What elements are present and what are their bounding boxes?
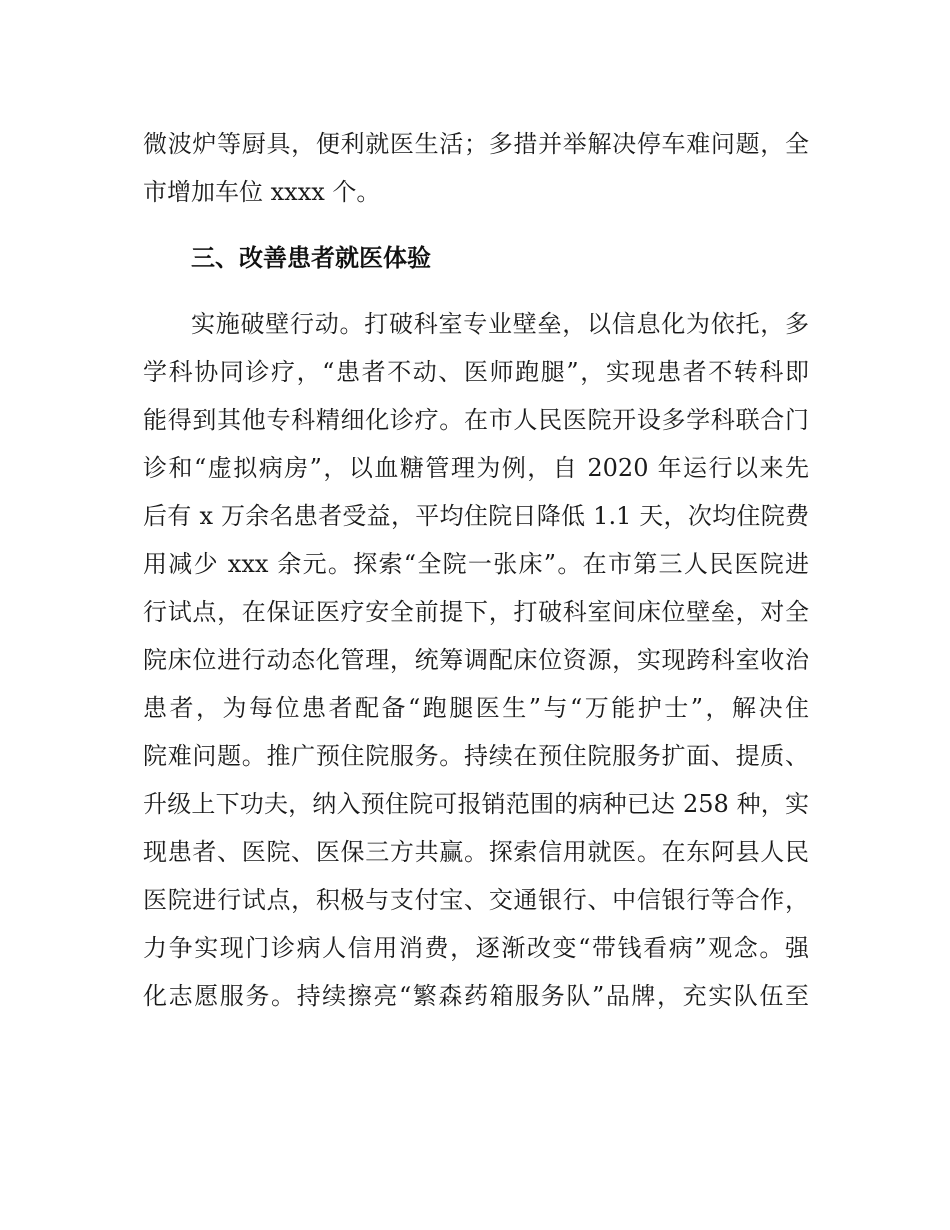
- paragraph-line: 患者，为每位患者配备“跑腿医生”与“万能护士”，解决住: [143, 694, 809, 722]
- paragraph-line: 行试点，在保证医疗安全前提下，打破科室间床位壁垒，对全: [143, 598, 809, 626]
- paragraph-line: 市增加车位 xxxx 个。: [143, 178, 381, 206]
- paragraph-line: 用减少 xxx 余元。探索“全院一张床”。在市第三人民医院进: [143, 550, 809, 578]
- paragraph-line: 微波炉等厨具，便利就医生活；多措并举解决停车难问题，全: [143, 130, 809, 158]
- paragraph-line: 院床位进行动态化管理，统筹调配床位资源，实现跨科室收治: [143, 646, 809, 674]
- paragraph-line: 现患者、医院、医保三方共赢。探索信用就医。在东阿县人民: [143, 838, 809, 866]
- section-heading: 三、改善患者就医体验: [191, 244, 431, 272]
- paragraph-line: 能得到其他专科精细化诊疗。在市人民医院开设多学科联合门: [143, 406, 809, 434]
- paragraph-line: 升级上下功夫，纳入预住院可报销范围的病种已达 258 种，实: [143, 790, 809, 818]
- paragraph-line: 学科协同诊疗，“患者不动、医师跑腿”，实现患者不转科即: [143, 358, 809, 386]
- paragraph-line: 后有 x 万余名患者受益，平均住院日降低 1.1 天，次均住院费: [143, 502, 809, 530]
- paragraph-line: 医院进行试点，积极与支付宝、交通银行、中信银行等合作，: [143, 886, 809, 914]
- paragraph-line: 实施破壁行动。打破科室专业壁垒，以信息化为依托，多: [191, 310, 809, 338]
- paragraph-line: 力争实现门诊病人信用消费，逐渐改变“带钱看病”观念。强: [143, 934, 809, 962]
- paragraph-line: 诊和“虚拟病房”，以血糖管理为例，自 2020 年运行以来先: [143, 454, 809, 482]
- paragraph-line: 化志愿服务。持续擦亮“繁森药箱服务队”品牌，充实队伍至: [143, 982, 809, 1010]
- paragraph-line: 院难问题。推广预住院服务。持续在预住院服务扩面、提质、: [143, 742, 809, 770]
